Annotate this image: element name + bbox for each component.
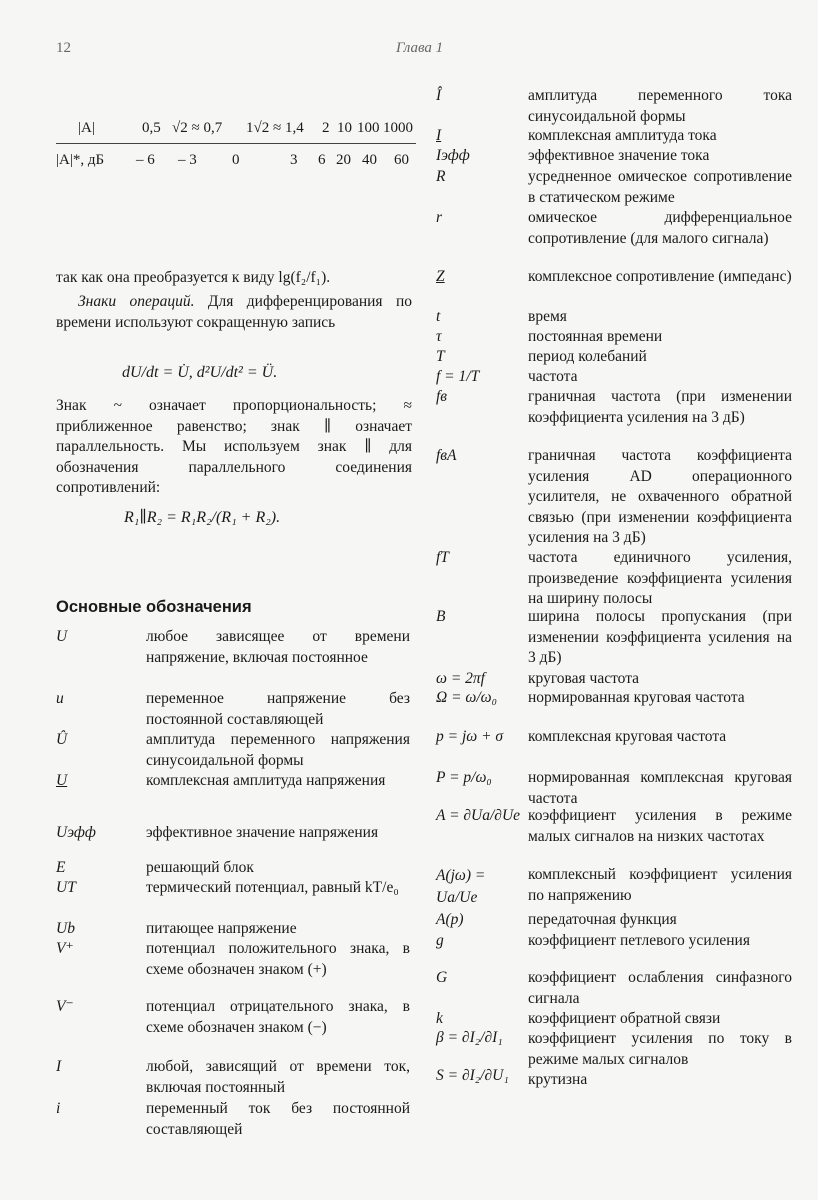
description: граничная частота коэффициента усиления AD операционного усилителя, не охваченного обратной связью (при изменении коэффициента усиления на 3 дБ) bbox=[528, 447, 792, 546]
description: омическое дифференциальное сопротивление (для малого сигнала) bbox=[528, 209, 792, 247]
derivative-formula: dU/dt = U̇, d²U/dt² = Ü. bbox=[122, 364, 278, 381]
description: комплексная круговая частота bbox=[528, 728, 727, 745]
symbol: t bbox=[436, 308, 441, 325]
description: коэффициент обратной связи bbox=[528, 1010, 721, 1027]
description: коэффициент ослабления синфазного сигнала bbox=[528, 969, 792, 1007]
parallel-formula: R₁∥R₂ = R₁R₂/(R₁ + R₂). bbox=[124, 509, 281, 526]
description: комплексное сопротивление (импеданс) bbox=[528, 268, 792, 285]
description: круговая частота bbox=[528, 670, 640, 687]
description: комплексный коэффициент усиления по напряжению bbox=[528, 866, 792, 904]
description: ширина полосы пропускания (при изменении коэффициента усиления на 3 дБ) bbox=[528, 608, 792, 666]
table-cell: – 3 bbox=[178, 152, 197, 168]
page-number: 12 bbox=[56, 40, 71, 56]
symbol: Ω = ω/ω₀ bbox=[436, 689, 498, 706]
table-cell: 6 bbox=[318, 152, 326, 168]
symbol: g bbox=[436, 932, 444, 949]
description: эффективное значение тока bbox=[528, 147, 710, 164]
section-heading: Основные обозначения bbox=[56, 598, 252, 616]
italic-lead: Знаки операций. bbox=[78, 293, 195, 310]
description: комплексная амплитуда напряжения bbox=[146, 772, 386, 789]
table-cell: 10 bbox=[337, 120, 352, 136]
paragraph-body: Для дифференцирования по времени используют сокращенную запись bbox=[56, 293, 412, 331]
symbol: fв bbox=[436, 388, 448, 405]
symbol: β = ∂I₂/∂I₁ bbox=[436, 1029, 503, 1046]
running-head: Глава 1 bbox=[396, 40, 444, 56]
symbol: Iэфф bbox=[436, 147, 470, 164]
description: решающий блок bbox=[146, 859, 254, 876]
table-cell: 0 bbox=[232, 152, 240, 168]
description: амплитуда переменного тока синусоидальной формы bbox=[528, 87, 792, 125]
symbol: r bbox=[436, 209, 443, 226]
symbol: E bbox=[56, 859, 66, 876]
symbol: fT bbox=[436, 549, 449, 566]
description: частота bbox=[528, 368, 578, 385]
paragraph bbox=[56, 268, 412, 289]
description: время bbox=[528, 308, 567, 325]
description: любой, зависящий от времени ток, включая постоянный bbox=[146, 1058, 410, 1096]
description: потенциал отрицательного знака, в схеме обозначен знаком (−) bbox=[146, 998, 410, 1036]
symbol: Ub bbox=[56, 920, 75, 937]
table-row bbox=[56, 118, 416, 140]
description: термический потенциал, равный kT/e₀ bbox=[146, 879, 399, 896]
table-cell: 3 bbox=[290, 152, 298, 168]
symbol: U bbox=[56, 628, 68, 645]
paragraph-text bbox=[56, 292, 412, 333]
paragraph bbox=[56, 396, 412, 499]
symbol: i bbox=[56, 1100, 61, 1117]
symbol: fвA bbox=[436, 447, 457, 464]
symbol: G bbox=[436, 969, 448, 986]
symbol: B bbox=[436, 608, 446, 625]
paragraph bbox=[56, 292, 412, 333]
symbol: u bbox=[56, 690, 64, 707]
table-cell: |A| bbox=[78, 120, 95, 136]
table-cell: – 6 bbox=[136, 152, 155, 168]
description: переменное напряжение без постоянной составляющей bbox=[146, 690, 410, 728]
symbol: V⁻ bbox=[56, 998, 74, 1015]
description: передаточная функция bbox=[528, 911, 677, 928]
symbol: V⁺ bbox=[56, 940, 74, 957]
description: нормированная круговая частота bbox=[528, 689, 745, 706]
description: постоянная времени bbox=[528, 328, 663, 345]
symbol: k bbox=[436, 1010, 443, 1027]
table-cell: |A|*, дБ bbox=[56, 152, 105, 168]
symbol: ω = 2πf bbox=[436, 670, 485, 687]
symbol: UT bbox=[56, 879, 76, 896]
table-cell: √2 ≈ 0,7 bbox=[172, 120, 223, 136]
paragraph-text: так как она преобразуется к виду lg(f₂/f₁). bbox=[56, 269, 331, 286]
description: амплитуда переменного напряжения синусоидальной формы bbox=[146, 731, 410, 769]
symbol: A(p) bbox=[436, 911, 464, 928]
symbol: f = 1/T bbox=[436, 368, 480, 385]
table-cell: 40 bbox=[362, 152, 377, 168]
table-cell: 20 bbox=[336, 152, 351, 168]
symbol: Uэфф bbox=[56, 824, 96, 841]
symbol: τ bbox=[436, 328, 442, 345]
symbol: T bbox=[436, 348, 445, 365]
table-row bbox=[56, 150, 416, 172]
description: период колебаний bbox=[528, 348, 647, 365]
symbol: P = p/ω₀ bbox=[436, 769, 492, 786]
symbol: Î bbox=[436, 87, 442, 104]
description: комплексная амплитуда тока bbox=[528, 127, 717, 144]
symbol: p = jω + σ bbox=[436, 728, 504, 745]
description: крутизна bbox=[528, 1071, 588, 1088]
description: любое зависящее от времени напряжение, включая постоянное bbox=[146, 628, 410, 666]
description: потенциал положительного знака, в схеме обозначен знаком (+) bbox=[146, 940, 410, 978]
description: питающее напряжение bbox=[146, 920, 297, 937]
table-divider bbox=[56, 143, 416, 144]
symbol: Z bbox=[436, 268, 445, 285]
symbol: Û bbox=[56, 731, 68, 748]
table-cell: 0,5 bbox=[142, 120, 161, 136]
description: коэффициент усиления в режиме малых сигналов на низких частотах bbox=[528, 807, 792, 845]
conversion-table bbox=[56, 118, 416, 172]
description: частота единичного усиления, произведение коэффициента усиления на ширину полосы bbox=[528, 549, 792, 607]
table-cell: 60 bbox=[394, 152, 409, 168]
description: переменный ток без постоянной составляющей bbox=[146, 1100, 410, 1138]
description: усредненное омическое сопротивление в статическом режиме bbox=[528, 168, 792, 206]
symbol: S = ∂I₂/∂U₁ bbox=[436, 1067, 509, 1084]
table-cell: 100 bbox=[357, 120, 380, 136]
description: нормированная комплексная круговая частота bbox=[528, 769, 792, 807]
symbol: A(jω) = Ua/Ue bbox=[436, 867, 486, 906]
table-cell: 2 bbox=[322, 120, 330, 136]
symbol: I bbox=[56, 1058, 62, 1075]
paragraph-text: Знак ~ означает пропорциональность; ≈ приближенное равенство; знак ∥ означает параллельность. Мы используем знак ∥ для обозначения параллельного соединения сопротивлений: bbox=[56, 397, 412, 496]
symbol: A = ∂Ua/∂Ue bbox=[436, 807, 521, 824]
description: коэффициент усиления по току в режиме малых сигналов bbox=[528, 1030, 792, 1068]
description: эффективное значение напряжения bbox=[146, 824, 379, 841]
symbol: R bbox=[436, 168, 446, 185]
table-cell: 1√2 ≈ 1,4 bbox=[246, 120, 304, 136]
symbol: U bbox=[56, 772, 68, 789]
symbol: I bbox=[436, 127, 442, 144]
description: коэффициент петлевого усиления bbox=[528, 932, 750, 949]
description: граничная частота (при изменении коэффициента усиления на 3 дБ) bbox=[528, 388, 792, 426]
table-cell: 1000 bbox=[383, 120, 413, 136]
